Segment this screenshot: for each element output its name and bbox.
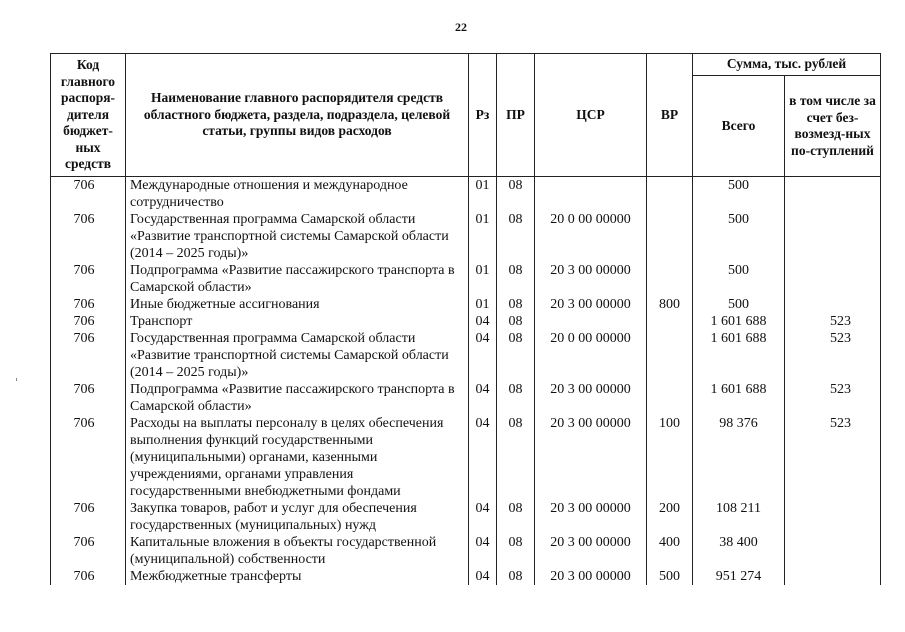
header-vr: ВР [647, 54, 693, 177]
cell-total: 500 [693, 296, 785, 313]
cell-rz: 04 [469, 313, 497, 330]
cell-free [785, 500, 881, 534]
cell-name: Закупка товаров, работ и услуг для обеспечения государственных (муниципальных) нужд [126, 500, 469, 534]
header-pr: ПР [497, 54, 535, 177]
page-number: 22 [455, 20, 467, 34]
cell-name: Государственная программа Самарской области «Развитие транспортной системы Самарской области (2014 – 2025 годы)» [126, 211, 469, 262]
cell-free [785, 534, 881, 568]
cell-code: 706 [51, 330, 126, 381]
header-free: в том числе за счет без-возмезд-ных по-ступлений [785, 76, 881, 177]
cell-csr [535, 313, 647, 330]
cell-code: 706 [51, 500, 126, 534]
table-row [51, 415, 881, 500]
cell-rz: 04 [469, 500, 497, 534]
table-row [51, 211, 881, 262]
cell-total: 951 274 [693, 568, 785, 585]
cell-code: 706 [51, 177, 126, 212]
header-csr: ЦСР [535, 54, 647, 177]
table-row [51, 381, 881, 415]
cell-vr [647, 330, 693, 381]
table-row [51, 500, 881, 534]
header-code: Код главного распоря-дителя бюджет-ных средств [51, 54, 126, 177]
cell-pr: 08 [497, 568, 535, 585]
cell-name: Государственная программа Самарской области «Развитие транспортной системы Самарской области (2014 – 2025 годы)» [126, 330, 469, 381]
cell-free: 523 [785, 415, 881, 500]
cell-csr: 20 3 00 00000 [535, 568, 647, 585]
cell-pr: 08 [497, 381, 535, 415]
cell-free: 523 [785, 330, 881, 381]
cell-free [785, 211, 881, 262]
cell-total: 500 [693, 262, 785, 296]
cell-free [785, 568, 881, 585]
scan-mark [16, 378, 17, 381]
cell-rz: 04 [469, 568, 497, 585]
cell-pr: 08 [497, 296, 535, 313]
cell-vr: 500 [647, 568, 693, 585]
cell-pr: 08 [497, 500, 535, 534]
cell-code: 706 [51, 211, 126, 262]
cell-total: 500 [693, 211, 785, 262]
budget-table [50, 53, 881, 585]
cell-total: 1 601 688 [693, 381, 785, 415]
table-row [51, 177, 881, 212]
cell-rz: 04 [469, 381, 497, 415]
cell-vr [647, 262, 693, 296]
cell-free: 523 [785, 313, 881, 330]
cell-name: Межбюджетные трансферты [126, 568, 469, 585]
table-row [51, 534, 881, 568]
cell-code: 706 [51, 313, 126, 330]
cell-pr: 08 [497, 177, 535, 212]
cell-pr: 08 [497, 313, 535, 330]
cell-csr: 20 3 00 00000 [535, 381, 647, 415]
table-body [51, 177, 881, 586]
cell-rz: 01 [469, 177, 497, 212]
cell-pr: 08 [497, 534, 535, 568]
cell-code: 706 [51, 262, 126, 296]
table-row [51, 330, 881, 381]
cell-rz: 04 [469, 330, 497, 381]
cell-vr: 100 [647, 415, 693, 500]
table-row [51, 313, 881, 330]
cell-code: 706 [51, 568, 126, 585]
header-rz: Рз [469, 54, 497, 177]
cell-free [785, 262, 881, 296]
cell-csr: 20 3 00 00000 [535, 296, 647, 313]
cell-vr [647, 313, 693, 330]
cell-csr: 20 3 00 00000 [535, 262, 647, 296]
cell-pr: 08 [497, 211, 535, 262]
cell-vr [647, 177, 693, 212]
cell-name: Иные бюджетные ассигнования [126, 296, 469, 313]
cell-code: 706 [51, 381, 126, 415]
cell-rz: 01 [469, 211, 497, 262]
cell-csr: 20 3 00 00000 [535, 500, 647, 534]
table-header [51, 54, 881, 177]
cell-vr [647, 211, 693, 262]
cell-csr: 20 3 00 00000 [535, 534, 647, 568]
cell-csr: 20 0 00 00000 [535, 211, 647, 262]
table-row [51, 296, 881, 313]
header-total: Всего [693, 76, 785, 177]
cell-code: 706 [51, 296, 126, 313]
cell-total: 1 601 688 [693, 330, 785, 381]
cell-free [785, 177, 881, 212]
header-sum: Сумма, тыс. рублей [693, 54, 881, 76]
cell-code: 706 [51, 415, 126, 500]
cell-vr: 400 [647, 534, 693, 568]
cell-vr: 200 [647, 500, 693, 534]
table-row [51, 568, 881, 585]
cell-code: 706 [51, 534, 126, 568]
cell-csr: 20 3 00 00000 [535, 415, 647, 500]
cell-name: Капитальные вложения в объекты государственной (муниципальной) собственности [126, 534, 469, 568]
cell-rz: 04 [469, 534, 497, 568]
header-name: Наименование главного распорядителя средств областного бюджета, раздела, подраздела, целевой статьи, группы видов расходов [126, 54, 469, 177]
cell-name: Подпрограмма «Развитие пассажирского транспорта в Самарской области» [126, 262, 469, 296]
cell-pr: 08 [497, 415, 535, 500]
cell-free [785, 296, 881, 313]
cell-name: Транспорт [126, 313, 469, 330]
table-row [51, 262, 881, 296]
cell-name: Подпрограмма «Развитие пассажирского транспорта в Самарской области» [126, 381, 469, 415]
cell-vr: 800 [647, 296, 693, 313]
cell-rz: 01 [469, 262, 497, 296]
cell-total: 38 400 [693, 534, 785, 568]
cell-free: 523 [785, 381, 881, 415]
cell-vr [647, 381, 693, 415]
cell-rz: 04 [469, 415, 497, 500]
cell-name: Расходы на выплаты персоналу в целях обеспечения выполнения функций государственными (муниципальными) органами, казенными учреждениями, органами управления государственными внебюджетными фондами [126, 415, 469, 500]
cell-name: Международные отношения и международное сотрудничество [126, 177, 469, 212]
cell-total: 108 211 [693, 500, 785, 534]
cell-csr: 20 0 00 00000 [535, 330, 647, 381]
cell-total: 98 376 [693, 415, 785, 500]
cell-csr [535, 177, 647, 212]
cell-total: 1 601 688 [693, 313, 785, 330]
cell-rz: 01 [469, 296, 497, 313]
cell-total: 500 [693, 177, 785, 212]
cell-pr: 08 [497, 262, 535, 296]
cell-pr: 08 [497, 330, 535, 381]
